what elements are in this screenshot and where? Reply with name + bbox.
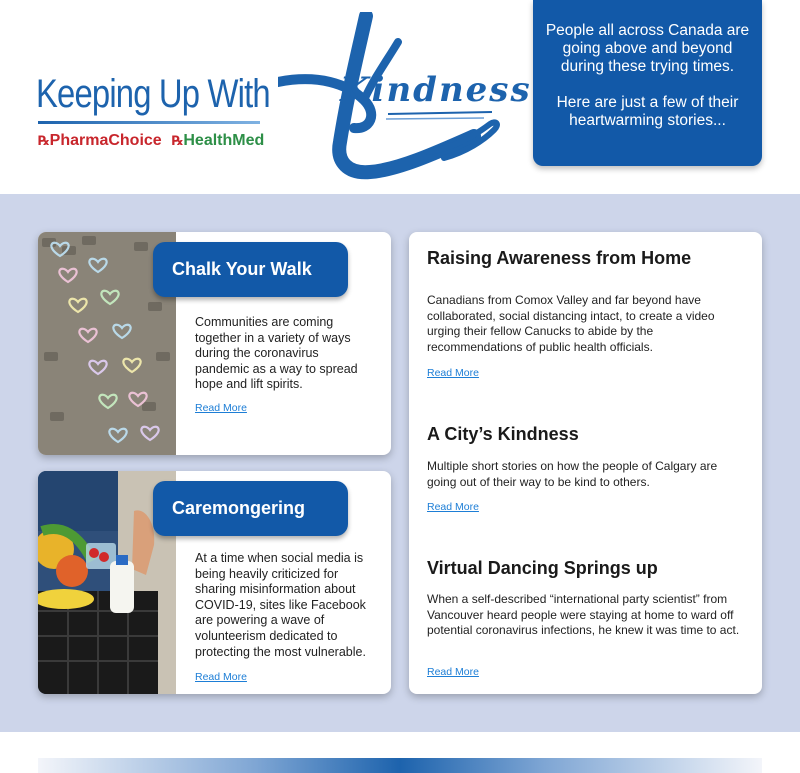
pharmachoice-logo[interactable]: ℞PharmaChoice bbox=[38, 132, 162, 149]
story-title: Raising Awareness from Home bbox=[427, 248, 692, 268]
story-summary: Communities are coming together in a variety of ways during the coronavirus pandemic as a way to spread hope and lift spirits. bbox=[195, 315, 358, 392]
header bbox=[0, 0, 800, 194]
intro-callout bbox=[533, 0, 762, 166]
story-summary: Multiple short stories on how the people of Calgary are going out of their way to be kind to others. bbox=[427, 459, 718, 489]
read-more-link[interactable]: Read More bbox=[427, 666, 479, 678]
footer-divider bbox=[38, 758, 762, 773]
story-title: Virtual Dancing Springs up bbox=[427, 558, 658, 578]
callout-text-1: People all across Canada are going above and beyond during these trying times. bbox=[545, 22, 750, 75]
read-more-link[interactable]: Read More bbox=[427, 367, 479, 379]
brand-logos bbox=[38, 132, 264, 150]
healthmed-logo[interactable]: ℞HealthMed bbox=[171, 132, 265, 149]
title-prefix: Keeping Up With bbox=[36, 72, 270, 116]
story-title-pill: Chalk Your Walk bbox=[153, 242, 348, 297]
read-more-link[interactable]: Read More bbox=[195, 671, 247, 683]
story-summary: Canadians from Comox Valley and far beyond have collaborated, social distancing intact, to create a video urging their fellow Canucks to abide by the recommendations of public health officials. bbox=[427, 293, 715, 354]
story-summary: When a self-described “international party scientist” from Vancouver heard people were staying at home to ward off potential coronavirus infections, he knew it was time to act. bbox=[427, 592, 740, 637]
story-summary: At a time when social media is being heavily criticized for sharing misinformation about COVID-19, sites like Facebook are powering a wave of volunteerism dedicated to protecting the most vulnerable. bbox=[195, 551, 366, 659]
kindness-script-title: Kindness bbox=[340, 70, 532, 110]
read-more-link[interactable]: Read More bbox=[195, 402, 247, 414]
story-card-list bbox=[409, 232, 762, 694]
callout-text-2: Here are just a few of their heartwarming stories... bbox=[556, 94, 739, 129]
story-title: A City’s Kindness bbox=[427, 424, 579, 444]
title-underline bbox=[38, 121, 260, 124]
read-more-link[interactable]: Read More bbox=[427, 501, 479, 513]
story-title-pill: Caremongering bbox=[153, 481, 348, 536]
